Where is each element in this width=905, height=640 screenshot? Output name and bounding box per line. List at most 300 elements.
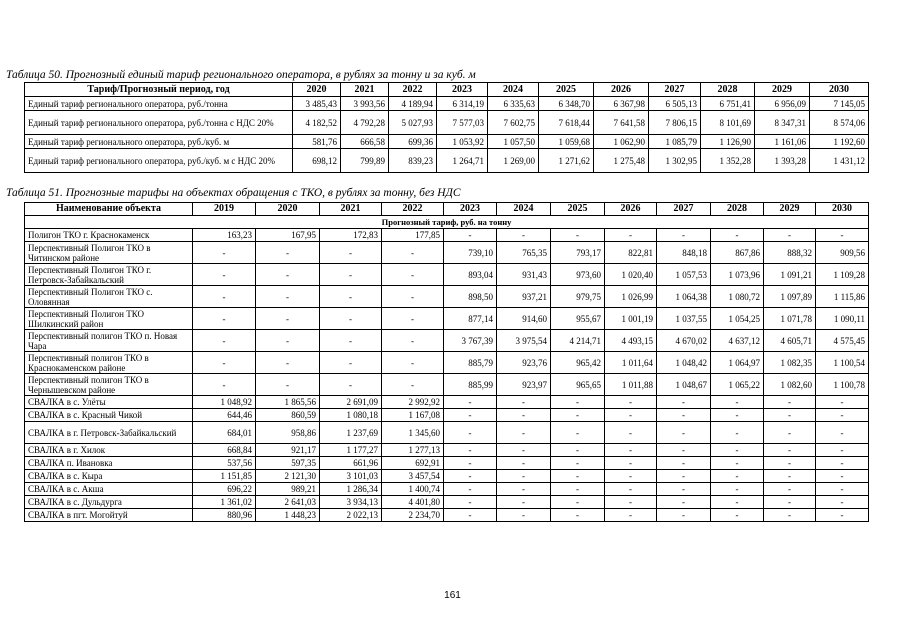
column-header-name: Тариф/Прогнозный период, год (25, 83, 293, 97)
value-cell: 6 348,70 (539, 97, 594, 111)
column-header-year: 2030 (816, 203, 869, 216)
value-cell: - (816, 457, 869, 470)
value-cell: - (193, 352, 256, 374)
value-cell: 8 347,31 (755, 111, 810, 135)
value-cell: 793,17 (551, 242, 605, 264)
value-cell: - (657, 396, 711, 409)
table-row (25, 242, 869, 264)
value-cell: 7 145,05 (810, 97, 869, 111)
value-cell: - (764, 496, 816, 509)
value-cell: 6 335,63 (488, 97, 539, 111)
table-row (25, 457, 869, 470)
value-cell: 909,56 (816, 242, 869, 264)
value-cell: 1 062,90 (594, 135, 649, 149)
value-cell: 1 057,50 (488, 135, 539, 149)
column-header-year: 2020 (293, 83, 341, 97)
value-cell: - (657, 409, 711, 422)
value-cell: 1 271,62 (539, 149, 594, 173)
value-cell: 7 602,75 (488, 111, 539, 135)
value-cell: 4 182,52 (293, 111, 341, 135)
value-cell: 867,86 (711, 242, 764, 264)
row-label: Единый тариф регионального оператора, руб./куб. м с НДС 20% (25, 149, 293, 173)
column-header-year: 2025 (539, 83, 594, 97)
value-cell: - (256, 286, 320, 308)
value-cell: 4 792,28 (341, 111, 389, 135)
table-row (25, 470, 869, 483)
value-cell: - (320, 308, 382, 330)
value-cell: - (605, 457, 657, 470)
value-cell: 3 101,03 (320, 470, 382, 483)
value-cell: 765,35 (497, 242, 551, 264)
value-cell: 4 214,71 (551, 330, 605, 352)
value-cell: 1 264,71 (437, 149, 488, 173)
row-label: СВАЛКА в г. Хилок (25, 444, 193, 457)
value-cell: 1 393,28 (755, 149, 810, 173)
value-cell: 698,12 (293, 149, 341, 173)
value-cell: 7 577,03 (437, 111, 488, 135)
value-cell: 1 048,42 (657, 352, 711, 374)
value-cell: 177,85 (382, 229, 444, 242)
value-cell: - (764, 409, 816, 422)
value-cell: 973,60 (551, 264, 605, 286)
value-cell: - (711, 409, 764, 422)
value-cell: - (382, 242, 444, 264)
value-cell: 2 691,09 (320, 396, 382, 409)
row-label: СВАЛКА в пгт. Могойтуй (25, 509, 193, 522)
value-cell: 2 234,70 (382, 509, 444, 522)
value-cell: - (320, 352, 382, 374)
column-header-year: 2021 (320, 203, 382, 216)
value-cell: 1 059,68 (539, 135, 594, 149)
row-label: Единый тариф регионального оператора, руб./куб. м (25, 135, 293, 149)
value-cell: - (193, 264, 256, 286)
value-cell: 597,35 (256, 457, 320, 470)
value-cell: 4 493,15 (605, 330, 657, 352)
value-cell: - (193, 330, 256, 352)
value-cell: - (605, 470, 657, 483)
value-cell: 822,81 (605, 242, 657, 264)
value-cell: - (551, 444, 605, 457)
value-cell: 1 082,35 (764, 352, 816, 374)
value-cell: 1 126,90 (701, 135, 755, 149)
value-cell: - (444, 483, 497, 496)
table-row (25, 409, 869, 422)
value-cell: - (816, 483, 869, 496)
value-cell: 1 011,88 (605, 374, 657, 396)
value-cell: 1 352,28 (701, 149, 755, 173)
value-cell: 1 286,34 (320, 483, 382, 496)
value-cell: 1 097,89 (764, 286, 816, 308)
value-cell: - (382, 374, 444, 396)
column-header-year: 2020 (256, 203, 320, 216)
value-cell: - (382, 330, 444, 352)
value-cell: 989,21 (256, 483, 320, 496)
tariff-table-51 (24, 202, 869, 522)
value-cell: - (497, 470, 551, 483)
column-header-year: 2019 (193, 203, 256, 216)
value-cell: 958,86 (256, 422, 320, 444)
value-cell: - (444, 444, 497, 457)
value-cell: 696,22 (193, 483, 256, 496)
value-cell: 1 448,23 (256, 509, 320, 522)
column-header-year: 2024 (488, 83, 539, 97)
value-cell: 644,46 (193, 409, 256, 422)
value-cell: 1 302,95 (649, 149, 701, 173)
value-cell: 3 993,56 (341, 97, 389, 111)
value-cell: 1 065,22 (711, 374, 764, 396)
value-cell: - (382, 286, 444, 308)
value-cell: 4 670,02 (657, 330, 711, 352)
value-cell: 684,01 (193, 422, 256, 444)
value-cell: 4 605,71 (764, 330, 816, 352)
value-cell: 1 053,92 (437, 135, 488, 149)
column-header-year: 2029 (755, 83, 810, 97)
value-cell: 921,17 (256, 444, 320, 457)
table-51-caption: Таблица 51. Прогнозные тарифы на объектах обращения с ТКО, в рублях за тонну, без НДС (6, 187, 461, 199)
table-row (25, 444, 869, 457)
row-label: Перспективный Полигон ТКО с. Оловянная (25, 286, 193, 308)
value-cell: - (605, 509, 657, 522)
column-header-year: 2022 (389, 83, 437, 97)
value-cell: - (497, 229, 551, 242)
value-cell: 1 048,67 (657, 374, 711, 396)
value-cell: 923,76 (497, 352, 551, 374)
value-cell: - (320, 286, 382, 308)
column-header-year: 2027 (649, 83, 701, 97)
value-cell: 1 100,78 (816, 374, 869, 396)
value-cell: 1 361,02 (193, 496, 256, 509)
table-row (25, 149, 869, 173)
value-cell: - (193, 308, 256, 330)
column-header-year: 2028 (711, 203, 764, 216)
value-cell: 692,91 (382, 457, 444, 470)
row-label: Перспективный Полигон ТКО Шилкинский район (25, 308, 193, 330)
value-cell: 1 048,92 (193, 396, 256, 409)
value-cell: 880,96 (193, 509, 256, 522)
value-cell: - (497, 396, 551, 409)
value-cell: - (551, 457, 605, 470)
value-cell: - (551, 483, 605, 496)
value-cell: 6 505,13 (649, 97, 701, 111)
value-cell: 1 400,74 (382, 483, 444, 496)
value-cell: 1 192,60 (810, 135, 869, 149)
row-label: Перспективный полигон ТКО в Чернышевском районе (25, 374, 193, 396)
value-cell: - (497, 483, 551, 496)
value-cell: - (551, 396, 605, 409)
table-row (25, 374, 869, 396)
value-cell: - (816, 422, 869, 444)
value-cell: - (657, 444, 711, 457)
value-cell: 172,83 (320, 229, 382, 242)
table-row (25, 483, 869, 496)
value-cell: 1 151,85 (193, 470, 256, 483)
value-cell: 163,23 (193, 229, 256, 242)
value-cell: 1 090,11 (816, 308, 869, 330)
value-cell: 6 314,19 (437, 97, 488, 111)
value-cell: - (764, 483, 816, 496)
value-cell: 923,97 (497, 374, 551, 396)
column-header-year: 2022 (382, 203, 444, 216)
column-header-year: 2030 (810, 83, 869, 97)
value-cell: 1 115,86 (816, 286, 869, 308)
table-row (25, 264, 869, 286)
value-cell: 1 091,21 (764, 264, 816, 286)
value-cell: 931,43 (497, 264, 551, 286)
value-cell: - (764, 470, 816, 483)
column-header-name: Наименование объекта (25, 203, 193, 216)
column-header-year: 2028 (701, 83, 755, 97)
value-cell: 1 237,69 (320, 422, 382, 444)
value-cell: - (711, 483, 764, 496)
row-label: СВАЛКА в с. Дульдурга (25, 496, 193, 509)
value-cell: 1 345,60 (382, 422, 444, 444)
value-cell: 877,14 (444, 308, 497, 330)
value-cell: 7 641,58 (594, 111, 649, 135)
value-cell: - (816, 444, 869, 457)
value-cell: 581,76 (293, 135, 341, 149)
row-label: Полигон ТКО г. Краснокаменск (25, 229, 193, 242)
value-cell: - (605, 229, 657, 242)
value-cell: - (551, 470, 605, 483)
value-cell: 1 011,64 (605, 352, 657, 374)
value-cell: - (764, 396, 816, 409)
value-cell: 739,10 (444, 242, 497, 264)
value-cell: - (657, 457, 711, 470)
column-header-year: 2025 (551, 203, 605, 216)
value-cell: 2 022,13 (320, 509, 382, 522)
table-row (25, 496, 869, 509)
value-cell: - (444, 422, 497, 444)
value-cell: 860,59 (256, 409, 320, 422)
value-cell: 4 575,45 (816, 330, 869, 352)
value-cell: - (444, 457, 497, 470)
value-cell: - (193, 286, 256, 308)
value-cell: - (320, 264, 382, 286)
value-cell: 1 431,12 (810, 149, 869, 173)
value-cell: 1 865,56 (256, 396, 320, 409)
row-label: Единый тариф регионального оператора, руб./тонна (25, 97, 293, 111)
value-cell: - (497, 422, 551, 444)
table-row (25, 111, 869, 135)
value-cell: - (551, 409, 605, 422)
value-cell: 2 992,92 (382, 396, 444, 409)
value-cell: - (764, 229, 816, 242)
value-cell: - (605, 409, 657, 422)
value-cell: 3 934,13 (320, 496, 382, 509)
table-row (25, 286, 869, 308)
value-cell: - (711, 396, 764, 409)
value-cell: 1 080,72 (711, 286, 764, 308)
table-subheader-row (25, 216, 869, 229)
value-cell: - (816, 396, 869, 409)
page-number: 161 (444, 590, 461, 601)
value-cell: - (320, 242, 382, 264)
value-cell: - (444, 229, 497, 242)
column-header-year: 2024 (497, 203, 551, 216)
value-cell: - (764, 457, 816, 470)
table-row (25, 509, 869, 522)
value-cell: 839,23 (389, 149, 437, 173)
table-row (25, 352, 869, 374)
value-cell: 4 189,94 (389, 97, 437, 111)
value-cell: 1 167,08 (382, 409, 444, 422)
value-cell: - (605, 396, 657, 409)
value-cell: - (193, 374, 256, 396)
value-cell: 1 026,99 (605, 286, 657, 308)
table-row (25, 135, 869, 149)
value-cell: 1 057,53 (657, 264, 711, 286)
table-row (25, 396, 869, 409)
value-cell: 1 275,48 (594, 149, 649, 173)
value-cell: - (816, 509, 869, 522)
value-cell: 888,32 (764, 242, 816, 264)
value-cell: - (551, 422, 605, 444)
value-cell: - (711, 496, 764, 509)
value-cell: 5 027,93 (389, 111, 437, 135)
value-cell: - (657, 470, 711, 483)
value-cell: 1 177,27 (320, 444, 382, 457)
value-cell: - (256, 264, 320, 286)
table-row (25, 330, 869, 352)
value-cell: - (764, 509, 816, 522)
value-cell: - (816, 470, 869, 483)
row-label: СВАЛКА в с. Кыра (25, 470, 193, 483)
table-header-row (25, 203, 869, 216)
value-cell: 1 020,40 (605, 264, 657, 286)
value-cell: 699,36 (389, 135, 437, 149)
forecast-tariff-subheader: Прогнозный тариф, руб. на тонну (25, 216, 869, 229)
table-row (25, 229, 869, 242)
value-cell: 7 806,15 (649, 111, 701, 135)
value-cell: 914,60 (497, 308, 551, 330)
value-cell: 1 269,00 (488, 149, 539, 173)
value-cell: - (256, 242, 320, 264)
value-cell: - (382, 308, 444, 330)
value-cell: 2 641,03 (256, 496, 320, 509)
value-cell: 4 401,80 (382, 496, 444, 509)
value-cell: - (711, 229, 764, 242)
value-cell: - (657, 229, 711, 242)
table-header-row (25, 83, 869, 97)
value-cell: - (711, 509, 764, 522)
row-label: СВАЛКА в с. Улёты (25, 396, 193, 409)
value-cell: - (816, 409, 869, 422)
column-header-year: 2023 (444, 203, 497, 216)
value-cell: 1 085,79 (649, 135, 701, 149)
value-cell: 3 457,54 (382, 470, 444, 483)
value-cell: 965,65 (551, 374, 605, 396)
value-cell: 965,42 (551, 352, 605, 374)
value-cell: - (256, 330, 320, 352)
column-header-year: 2029 (764, 203, 816, 216)
value-cell: - (497, 444, 551, 457)
value-cell: 979,75 (551, 286, 605, 308)
value-cell: 537,56 (193, 457, 256, 470)
value-cell: 848,18 (657, 242, 711, 264)
value-cell: 6 367,98 (594, 97, 649, 111)
row-label: Перспективный полигон ТКО в Краснокаменском районе (25, 352, 193, 374)
value-cell: - (605, 496, 657, 509)
row-label: Перспективный Полигон ТКО в Читинском районе (25, 242, 193, 264)
value-cell: 6 751,41 (701, 97, 755, 111)
value-cell: 8 574,06 (810, 111, 869, 135)
value-cell: 885,79 (444, 352, 497, 374)
value-cell: 937,21 (497, 286, 551, 308)
value-cell: - (711, 470, 764, 483)
value-cell: - (711, 444, 764, 457)
value-cell: 3 767,39 (444, 330, 497, 352)
value-cell: 3 975,54 (497, 330, 551, 352)
value-cell: - (605, 422, 657, 444)
value-cell: - (444, 496, 497, 509)
value-cell: 1 080,18 (320, 409, 382, 422)
value-cell: 668,84 (193, 444, 256, 457)
value-cell: 7 618,44 (539, 111, 594, 135)
column-header-year: 2027 (657, 203, 711, 216)
value-cell: - (711, 457, 764, 470)
value-cell: - (444, 509, 497, 522)
value-cell: 1 109,28 (816, 264, 869, 286)
row-label: СВАЛКА п. Ивановка (25, 457, 193, 470)
value-cell: 893,04 (444, 264, 497, 286)
value-cell: - (551, 229, 605, 242)
value-cell: 898,50 (444, 286, 497, 308)
value-cell: 955,67 (551, 308, 605, 330)
value-cell: - (764, 444, 816, 457)
table-row (25, 422, 869, 444)
column-header-year: 2026 (594, 83, 649, 97)
value-cell: - (657, 496, 711, 509)
value-cell: - (605, 483, 657, 496)
value-cell: - (256, 374, 320, 396)
value-cell: - (382, 352, 444, 374)
value-cell: - (711, 422, 764, 444)
value-cell: - (193, 242, 256, 264)
value-cell: - (320, 330, 382, 352)
value-cell: 1 064,38 (657, 286, 711, 308)
value-cell: - (657, 483, 711, 496)
value-cell: 8 101,69 (701, 111, 755, 135)
value-cell: 1 277,13 (382, 444, 444, 457)
value-cell: - (444, 409, 497, 422)
value-cell: 6 956,09 (755, 97, 810, 111)
row-label: СВАЛКА в с. Красный Чикой (25, 409, 193, 422)
tariff-table-50 (24, 82, 869, 173)
value-cell: 1 001,19 (605, 308, 657, 330)
value-cell: 167,95 (256, 229, 320, 242)
value-cell: - (382, 264, 444, 286)
value-cell: 1 073,96 (711, 264, 764, 286)
value-cell: - (256, 352, 320, 374)
column-header-year: 2026 (605, 203, 657, 216)
row-label: СВАЛКА в г. Петровск-Забайкальский (25, 422, 193, 444)
value-cell: 799,89 (341, 149, 389, 173)
value-cell: - (497, 509, 551, 522)
column-header-year: 2023 (437, 83, 488, 97)
value-cell: - (444, 396, 497, 409)
row-label: СВАЛКА в с. Акша (25, 483, 193, 496)
value-cell: - (816, 229, 869, 242)
value-cell: 1 064,97 (711, 352, 764, 374)
value-cell: - (320, 374, 382, 396)
value-cell: 885,99 (444, 374, 497, 396)
value-cell: 4 637,12 (711, 330, 764, 352)
table-50-caption: Таблица 50. Прогнозный единый тариф регионального оператора, в рублях за тонну и за куб. м (6, 69, 476, 81)
value-cell: - (444, 470, 497, 483)
value-cell: 1 037,55 (657, 308, 711, 330)
value-cell: - (816, 496, 869, 509)
value-cell: 661,96 (320, 457, 382, 470)
